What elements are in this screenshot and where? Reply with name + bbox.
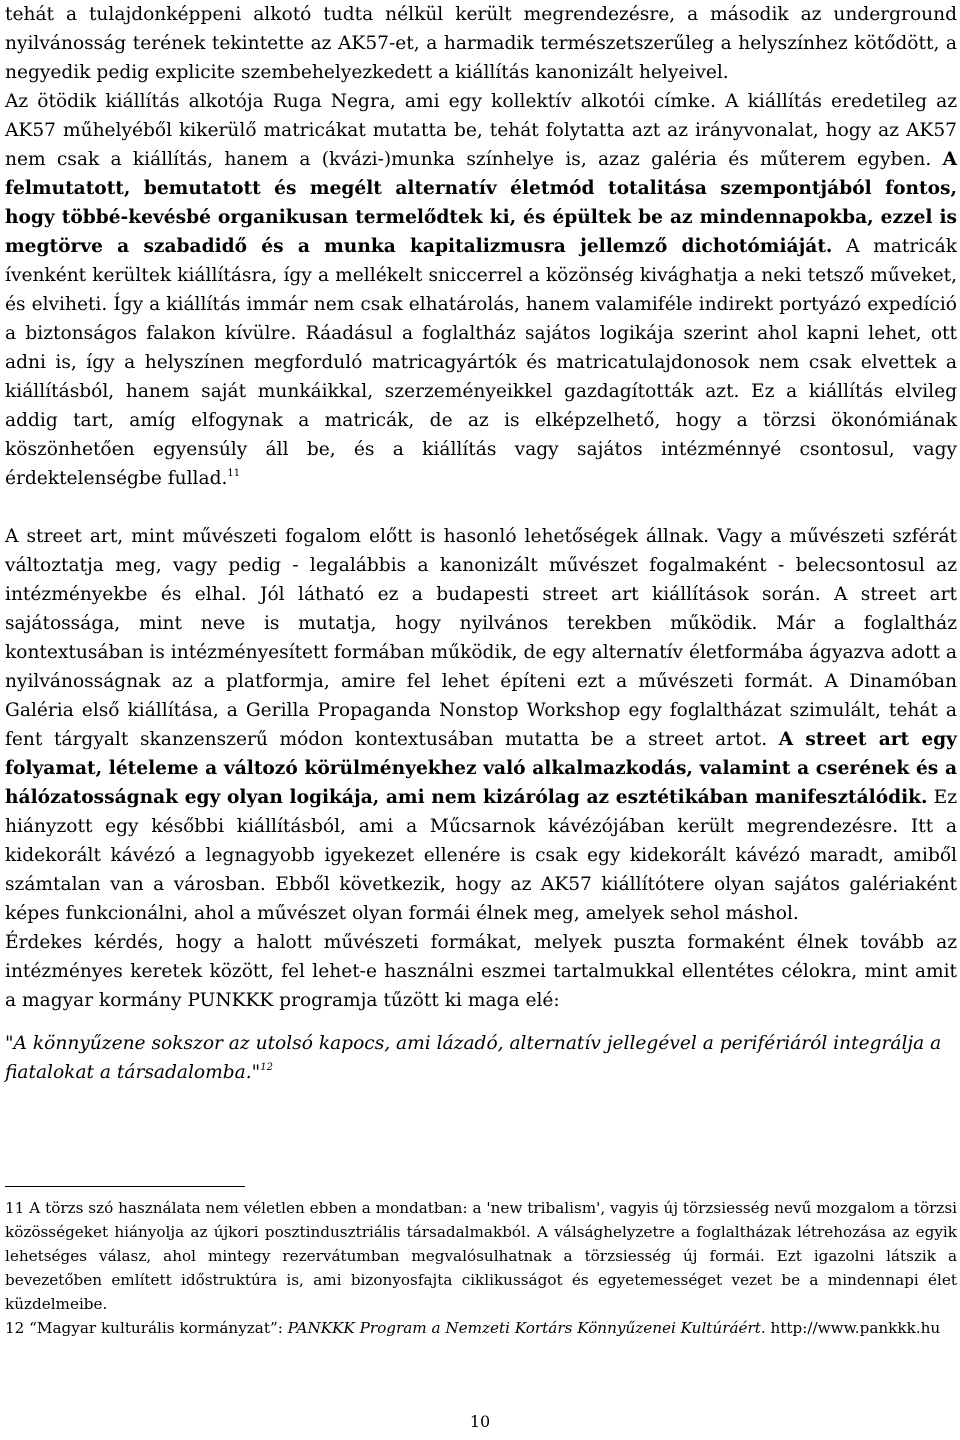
paragraph-1 (5, 0, 957, 87)
footnote-text: A törzs szó használata nem véletlen ebben a mondatban: a 'new tribalism', vagyis új törzsiesség nevű mozgalom a törzsi közösségeket hiányolja az újkori posztindusztriális társadalmakból. A válsághelyzetre a foglaltházak létrehozása az egyik lehetséges válasz, ahol mintegy rezervátumban megvalósulhatnak a törzsiesség új formái. Ezt igazolni látszik a bevezetőben említett időstruktúra is, ami bizonyosfajta ciklikusságot és egyetemességet vezet be a mindennapi élet küzdelmeibe. (5, 1199, 958, 1313)
footnote-12 (5, 1316, 957, 1340)
footnote-title: Magyar kulturális kormányzat (36, 1319, 270, 1337)
footnotes-section (5, 1186, 957, 1340)
page-number: 10 (469, 1412, 491, 1431)
quote-text: "A könnyűzene sokszor az utolsó kapocs, ami lázadó, alternatív jellegével a perifériáról integrálja a fiatalokat a társadalomba." (5, 1033, 942, 1083)
footnote-italic-title: PANKKK Program a Nemzeti Kortárs Könnyűzenei Kultúráért. (287, 1319, 766, 1337)
paragraph-2 (5, 87, 957, 493)
footnote-11 (5, 1196, 957, 1316)
paragraph-spacer (5, 493, 957, 522)
footnote-reference-12[interactable]: 12 (260, 1062, 273, 1073)
paragraph-spacer (5, 1015, 957, 1029)
footnote-separator (5, 1186, 245, 1187)
emphasized-text: A street art egy folyamat, lételeme a változó körülményekhez való alkalmazkodás, valamint a cserének és a hálózatosságnak egy olyan logikája, ami nem kizárólag az esztétikában manifesztálódik. (5, 729, 957, 808)
paragraph-text: Érdekes kérdés, hogy a halott művészeti formákat, melyek puszta formaként élnek tovább az intézményes keretek között, fel lehet-e használni eszmei tartalmukkal ellentétes célokra, mint amit a magyar kormány PUNKKK programja tűzött ki maga elé: (5, 932, 957, 1011)
paragraph-text: tehát a tulajdonképpeni alkotó tudta nélkül került megrendezésre, a második az underground nyilvánosság terének tekintette az AK57-et, a harmadik természetszerűleg a helyszínhez kötődött, a negyedik pedig explicite szembehelyezkedett a kiállítás kanonizált helyeivel. (5, 4, 957, 83)
paragraph-3 (5, 522, 957, 928)
footnote-number: 11 (5, 1199, 25, 1217)
footnote-open-quote: “ (29, 1319, 37, 1337)
paragraph-text: Ez hiányzott egy későbbi kiállításból, ami a Műcsarnok kávézójában került megrendezésre. Itt a kidekorált kávézó a legnagyobb igyekezet ellenére is csak egy kidekorált kávézó maradt, amiből számtalan van a városban. Ebből következik, hogy az AK57 kiállítótere olyan sajátos galériaként képes funkcionálni, ahol a művészet olyan formái élnek meg, amelyek sehol máshol. (5, 787, 958, 924)
paragraph-text: A street art, mint művészeti fogalom előtt is hasonló lehetőségek állnak. Vagy a művészeti szférát változtatja meg, vagy pedig - legalábbis a kanonizált művészet fogalmaként - belecsontosul az intézményekbe és elhal. Jól látható ez a budapesti street art kiállítások során. A street art sajátossága, mint neve is mutatja, hogy nyilvános terekben működik. Már a foglaltház kontextusában is intézményesített formában működik, de egy alternatív életformába ágyazva adott a nyilvánosságnak az a platformja, amire fel lehet építeni ezt a művészeti formát. A Dinamóban Galéria első kiállítása, a Gerilla Propaganda Nonstop Workshop egy foglaltházat szimulált, tehát a fent tárgyalt skanzenszerű módon kontextusában mutatta be a street artot. (5, 526, 957, 750)
block-quote (5, 1029, 957, 1087)
emphasized-text: A felmutatott, bemutatott és megélt alternatív életmód totalitása szempontjából fontos, hogy többé-kevésbé organikusan termelődtek ki, és épültek be az mindennapokba, ezzel is megtörve a szabadidő és a munka kapitalizmusra jellemző dichotómiáját. (5, 149, 957, 257)
footnote-number: 12 (5, 1319, 25, 1337)
footnote-close-quote: ” (269, 1319, 278, 1337)
paragraph-text: Az ötödik kiállítás alkotója Ruga Negra, ami egy kollektív alkotói címke. A kiállítás eredetileg az AK57 műhelyéből kikerülő matricákat mutatta be, tehát folytatta azt az irányvonalat, hogy az AK57 nem csak a kiállítás, hanem a (kvázi-)munka színhelye is, azaz galéria és műterem egyben. (5, 91, 957, 170)
paragraph-text: A matricák ívenként kerültek kiállításra, így a mellékelt sniccerrel a közönség kivághatja a neki tetsző műveket, és elviheti. Így a kiállítás immár nem csak elhatárolás, hanem valamiféle indirekt portyázó expedíció a biztonságos falakon kívülre. Ráadásul a foglaltház sajátos logikája szerint ahol kapni lehet, ott adni is, így a helyszínen megforduló matricagyártók és matricatulajdonosok nem csak elvettek a kiállításból, hanem saját munkáikkal, szerzeményeikkel gazdagították azt. Ez a kiállítás elvileg addig tart, amíg elfogynak a matricák, de az is elképzelhető, hogy a törzsi ökonómiának köszönhetően egyensúly áll be, és a kiállítás vagy sajátos intézménnyé csontosul, vagy érdektelenségbe fullad. (5, 236, 957, 489)
footnote-reference-11[interactable]: 11 (227, 468, 241, 479)
footnote-url-link[interactable]: http://www.pankkk.hu (770, 1319, 941, 1337)
footnote-separator-text: : (277, 1319, 288, 1337)
paragraph-4 (5, 928, 957, 1015)
